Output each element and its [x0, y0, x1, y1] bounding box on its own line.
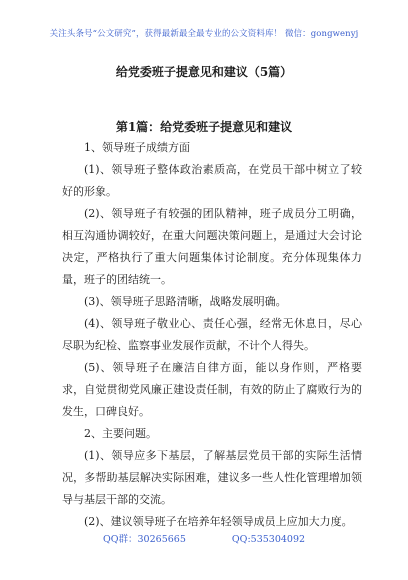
- document-title: 给党委班子提意见和建议（5篇）: [115, 65, 293, 79]
- promo-header: 关注头条号“公文研究”，获得最新最全最专业的公文资料库！ 微信：gongwenyj: [49, 29, 359, 39]
- qq-group-number: QQ群：30265665: [102, 534, 186, 545]
- paragraph: (2)、建议领导班子在培养年轻领导成员上应加大力度。: [84, 515, 353, 528]
- paragraph: (2)、领导班子有较强的团队精神，班子成员分工明确，相互沟通协调较好，在重大问题决策问题上，是通过大会讨论决定，严格执行了重大问题集体讨论制度。充分体现集体力量，班子的团结统一。: [62, 207, 362, 286]
- qq-number: QQ:535304092: [231, 534, 306, 545]
- section-title: 第1篇：给党委班子提意见和建议: [115, 120, 293, 134]
- paragraph: (1)、领导班子整体政治素质高，在党员干部中树立了较好的形象。: [62, 163, 362, 198]
- contact-footer: [0, 533, 408, 547]
- paragraph-heading-problems: 2、主要问题。: [84, 427, 157, 440]
- paragraph: (5)、领导班子在廉洁自律方面，能以身作则，严格要求，自觉贯彻党风廉正建设责任制，有效的防止了腐败行为的发生，口碑良好。: [62, 361, 362, 418]
- paragraph: (1)、领导应多下基层，了解基层党员干部的实际生活情况，多帮助基层解决实际困难，建议多一些人性化管理增加领导与基层干部的交流。: [62, 449, 362, 506]
- document-body: [62, 137, 362, 533]
- paragraph-heading-achievements: 1、领导班子成绩方面: [84, 141, 190, 154]
- paragraph: (4)、领导班子敬业心、责任心强，经常无休息日，尽心尽职为纪检、监察事业发展作贡献，不计个人得失。: [62, 317, 362, 352]
- paragraph: (3)、领导班子思路清晰，战略发展明确。: [84, 295, 287, 308]
